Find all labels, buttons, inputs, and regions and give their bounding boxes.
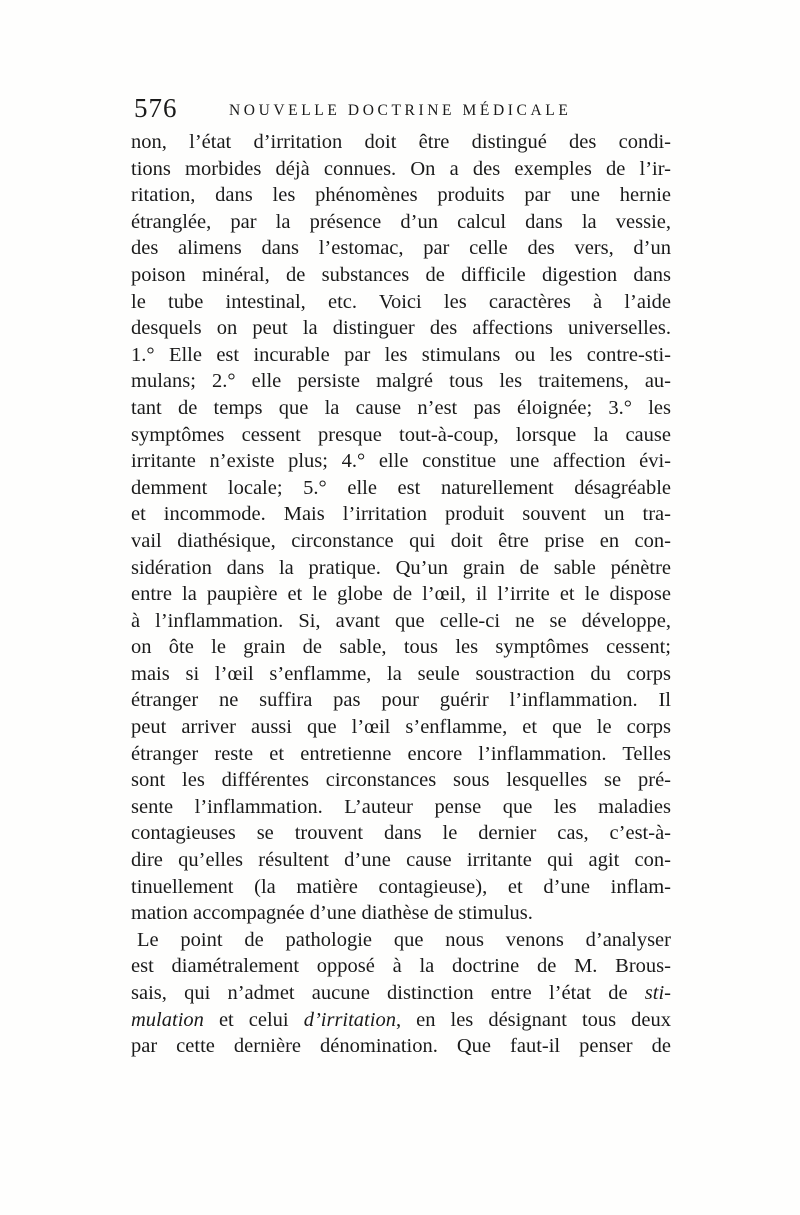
text-line: étranger ne suffira pas pour guérir l’inflammation. Il	[131, 689, 671, 712]
text-line-mixed	[131, 1007, 671, 1034]
italic-term: mulation	[131, 1008, 204, 1031]
text-line: des alimens dans l’estomac, par celle des vers, d’un	[131, 237, 671, 260]
text-line-mixed	[131, 980, 671, 1007]
text-line: et incommode. Mais l’irritation produit souvent un tra-	[131, 503, 671, 526]
text-line: peut arriver aussi que l’œil s’enflamme, et que le corps	[131, 716, 671, 739]
italic-term: d’irritation	[303, 1008, 396, 1031]
body-text	[131, 129, 671, 1060]
text-line: ritation, dans les phénomènes produits par une hernie	[131, 184, 671, 207]
page-header	[131, 92, 691, 128]
text-line: sont les différentes circonstances sous lesquelles se pré-	[131, 769, 671, 792]
text-line: étranger reste et entretienne encore l’inflammation. Telles	[131, 742, 671, 765]
text-line: est diamétralement opposé à la doctrine de M. Brous-	[131, 955, 671, 978]
text-line: 1.° Elle est incurable par les stimulans ou les contre-sti-	[131, 343, 671, 366]
text-line: symptômes cessent presque tout-à-coup, lorsque la cause	[131, 423, 671, 446]
text-line: non, l’état d’irritation doit être distingué des condi-	[131, 131, 671, 153]
italic-term: sti-	[644, 982, 671, 1004]
text-line: étranglée, par la présence d’un calcul dans la vessie,	[131, 210, 671, 233]
text-line: tions morbides déjà connues. On a des exemples de l’ir-	[131, 157, 671, 180]
text-line: desquels on peut la distinguer des affections universelles.	[131, 317, 671, 340]
text-line: Le point de pathologie que nous venons d’analyser	[137, 928, 671, 951]
text-line: par cette dernière dénomination. Que faut-il penser de	[131, 1035, 671, 1058]
text-segment: et celui	[218, 1008, 304, 1031]
text-line: poison minéral, de substances de difficile digestion dans	[131, 263, 671, 286]
text-line: dire qu’elles résultent d’une cause irritante qui agit con-	[131, 849, 671, 872]
text-line: tant de temps que la cause n’est pas éloignée; 3.° les	[131, 396, 671, 419]
text-line: vail diathésique, circonstance qui doit être prise en con-	[131, 529, 671, 552]
text-segment: sais, qui n’admet aucune distinction entre l’état de	[131, 982, 645, 1004]
text-line: tinuellement (la matière contagieuse), et d’une inflam-	[131, 875, 671, 898]
text-line: entre la paupière et le globe de l’œil, il l’irrite et le dispose	[131, 583, 671, 606]
text-line: on ôte le grain de sable, tous les symptômes cessent;	[131, 636, 671, 659]
text-line: à l’inflammation. Si, avant que celle-ci ne se développe,	[131, 609, 671, 632]
text-line: mais si l’œil s’enflamme, la seule soustraction du corps	[131, 662, 671, 685]
text-line: contagieuses se trouvent dans le dernier cas, c’est-à-	[131, 822, 671, 845]
text-line: mation accompagnée d’une diathèse de stimulus.	[131, 902, 533, 925]
text-line: irritante n’existe plus; 4.° elle constitue une affection évi-	[131, 450, 671, 473]
page-number: 576	[134, 93, 178, 123]
text-line: sente l’inflammation. L’auteur pense que les maladies	[131, 795, 671, 818]
running-head: NOUVELLE DOCTRINE MÉDICALE	[229, 102, 572, 119]
text-line: sidération dans la pratique. Qu’un grain de sable pénètre	[131, 556, 671, 579]
text-segment: , en les désignant tous deux	[395, 1008, 672, 1031]
text-line: le tube intestinal, etc. Voici les caractères à l’aide	[131, 290, 671, 313]
text-line: mulans; 2.° elle persiste malgré tous les traitemens, au-	[131, 370, 671, 393]
text-line: demment locale; 5.° elle est naturellement désagréable	[131, 476, 671, 499]
